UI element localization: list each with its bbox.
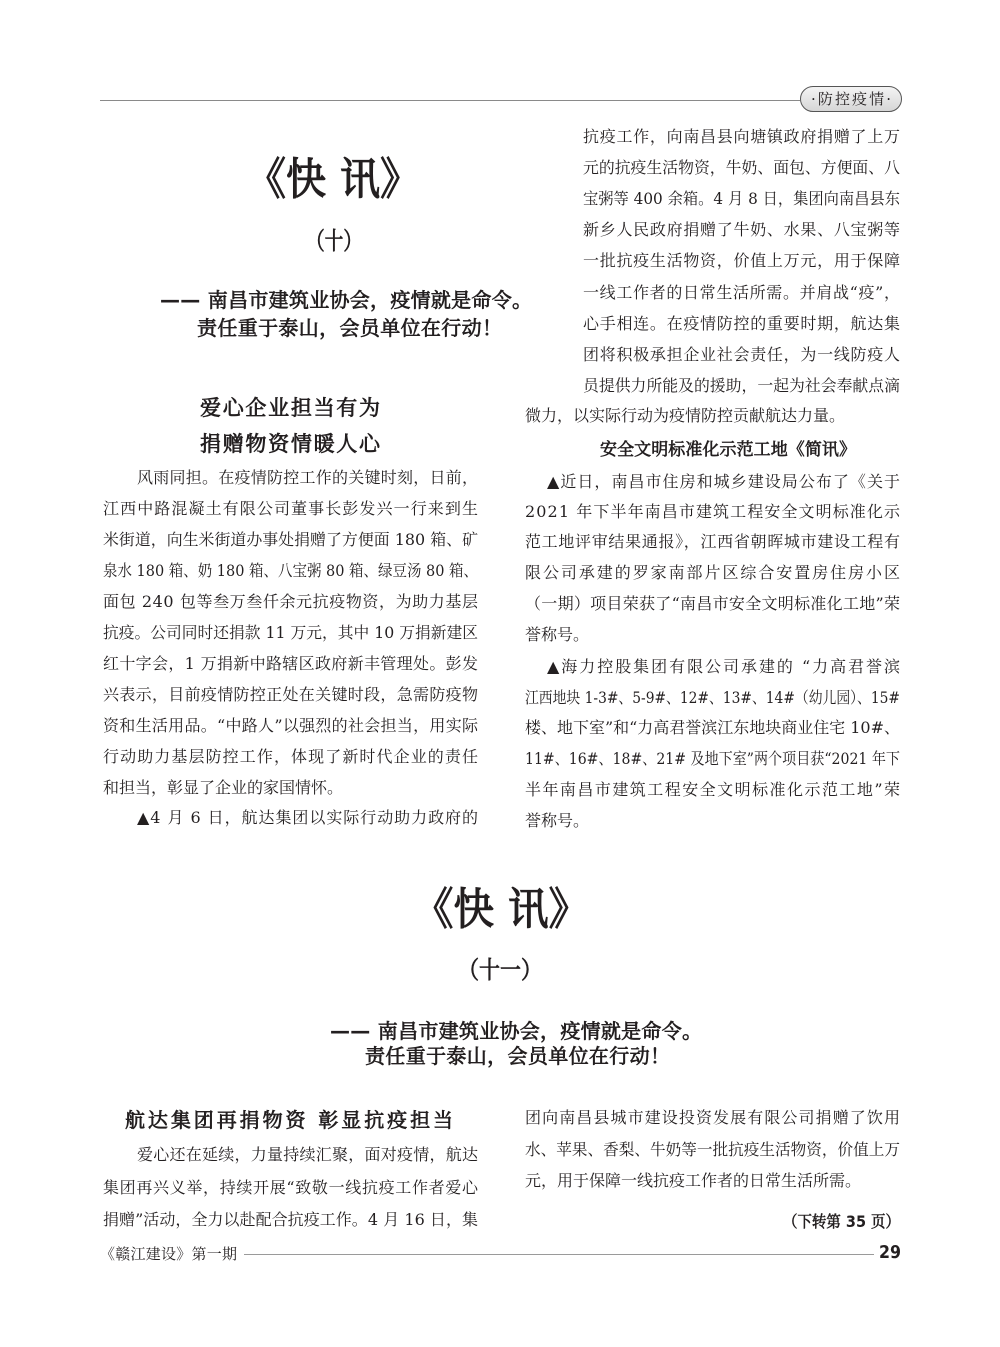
article3-text-line: 水、苹果、香梨、牛奶等一批抗疫生活物资，价值上万 — [525, 1140, 900, 1159]
article2-text-line: （一期）项目荣获了“南昌市安全文明标准化工地”荣 — [525, 594, 901, 613]
article1-text-line: 泉水 180 箱、奶 180 箱、八宝粥 80 箱、绿豆汤 80 箱、 — [103, 561, 478, 580]
article1-text-line: 行动助力基层防控工作，体现了新时代企业的责任 — [103, 747, 480, 766]
section1-subtitle-line: —— 南昌市建筑业协会，疫情就是命令。 — [160, 288, 533, 312]
article2-text-line: 2021 年下半年南昌市建筑工程安全文明标准化示 — [525, 502, 902, 521]
article2-text-line: 半年南昌市建筑工程安全文明标准化示范工地”荣 — [525, 780, 902, 799]
article2-text-line: 11#、16#、18#、21# 及地下室”两个项目获“2021 年下 — [525, 749, 900, 768]
article1-text-line: 团将积极承担企业社会责任，为一线防疫人 — [583, 345, 901, 364]
article1-text-line: 一线工作者的日常生活所需。并肩战“疫”， — [583, 283, 901, 302]
article1-text-line: 和担当，彰显了企业的家国情怀。 — [103, 778, 344, 797]
article3-text-line: 元，用于保障一线抗疫工作者的日常生活所需。 — [525, 1171, 862, 1190]
article3-text-line: 捐赠”活动，全力以赴配合抗疫工作。4 月 16 日，集 — [103, 1210, 479, 1229]
article2-text-line: 江西地块 1-3#、5-9#、12#、13#、14#（幼儿园）、15# — [525, 688, 900, 707]
article3-text-line: 爱心还在延续，力量持续汇聚，面对疫情，航达 — [137, 1145, 479, 1164]
article1-text-line: 面包 240 包等叁万叁仟余元抗疫物资，为助力基层 — [103, 592, 479, 611]
section2-issue-number: （十一） — [458, 956, 542, 984]
journal-name: 《赣江建设》第一期 — [100, 1245, 238, 1263]
article1-text-line: 米街道，向生米街道办事处捐赠了方便面 180 箱、矿 — [103, 530, 478, 549]
article1-text-line: 员提供力所能及的援助，一起为社会奉献点滴 — [583, 376, 900, 395]
footer-rule — [244, 1254, 874, 1255]
article3-text-line: 集团再兴义举，持续开展“致敬一线抗疫工作者爱心 — [103, 1178, 479, 1197]
article1-text-line: 宝粥等 400 余箱。4 月 8 日，集团向南昌县东 — [583, 189, 900, 208]
article2-text-line: 范工地评审结果通报》，江西省朝晖城市建设工程有 — [525, 532, 901, 551]
section1-issue-number: （十） — [306, 227, 362, 255]
page-number: 29 — [879, 1242, 901, 1263]
article3-text-line: 团向南昌县城市建设投资发展有限公司捐赠了饮用 — [525, 1108, 902, 1127]
section2-subtitle-line: —— 南昌市建筑业协会，疫情就是命令。 — [330, 1019, 703, 1043]
article1-text-line: ▲4 月 6 日，航达集团以实际行动助力政府的 — [137, 808, 479, 827]
article1-text-line: 风雨同担。在疫情防控工作的关键时刻，日前， — [137, 468, 479, 487]
article1-text-line: 抗疫工作，向南昌县向塘镇政府捐赠了上万 — [583, 127, 901, 146]
header-rule — [100, 100, 800, 101]
section-tag — [800, 86, 902, 112]
article1-headline: 爱心企业担当有为 — [200, 396, 382, 420]
article2-text-line: 楼、地下室”和“力高君誉滨江东地块商业住宅 10#、 — [525, 718, 900, 737]
article2-text-line: 誉称号。 — [525, 625, 590, 644]
article1-text-line: 心手相连。在疫情防控的重要时期，航达集 — [583, 314, 901, 333]
section2-subtitle-line: 责任重于泰山，会员单位在行动！ — [365, 1044, 671, 1068]
section1-title: 《快 讯》 — [246, 154, 420, 205]
article1-text-line: 抗疫。公司同时还捐款 11 万元，其中 10 万捐新建区 — [103, 623, 478, 642]
continued-note: （下转第 35 页） — [783, 1212, 900, 1231]
article2-text-line: 誉称号。 — [525, 811, 590, 830]
article1-text-line: 兴表示，目前疫情防控正处在关键时段，急需防疫物 — [103, 685, 479, 704]
article2-headline: 安全文明标准化示范工地《简讯》 — [600, 440, 857, 460]
article2-text-line: ▲近日，南昌市住房和城乡建设局公布了《关于 — [547, 472, 902, 491]
section1-subtitle-line: 责任重于泰山，会员单位在行动！ — [197, 316, 503, 340]
section-tag-label: ·防控疫情· — [811, 90, 894, 108]
article1-text-line: 红十字会，1 万捐新中路辖区政府新丰管理处。彭发 — [103, 654, 479, 673]
article1-text-line: 元的抗疫生活物资，牛奶、面包、方便面、八 — [583, 158, 900, 177]
article3-headline: 航达集团再捐物资 彰显抗疫担当 — [125, 1108, 456, 1132]
section2-title: 《快 讯》 — [413, 884, 589, 935]
article1-text-line: 江西中路混凝土有限公司董事长彭发兴一行来到生 — [103, 499, 480, 518]
article1-text-line: 新乡人民政府捐赠了牛奶、水果、八宝粥等 — [583, 220, 901, 239]
article1-text-line: 资和生活用品。“中路人”以强烈的社会担当，用实际 — [103, 716, 479, 735]
article2-text-line: ▲海力控股集团有限公司承建的 “力高君誉滨 — [547, 657, 902, 676]
article1-headline: 捐赠物资情暖人心 — [200, 432, 382, 456]
article1-text-line: 微力，以实际行动为疫情防控贡献航达力量。 — [525, 406, 846, 425]
article2-text-line: 限公司承建的罗家南部片区综合安置房住房小区 — [525, 563, 902, 582]
article1-text-line: 一批抗疫生活物资，价值上万元，用于保障 — [583, 251, 901, 270]
